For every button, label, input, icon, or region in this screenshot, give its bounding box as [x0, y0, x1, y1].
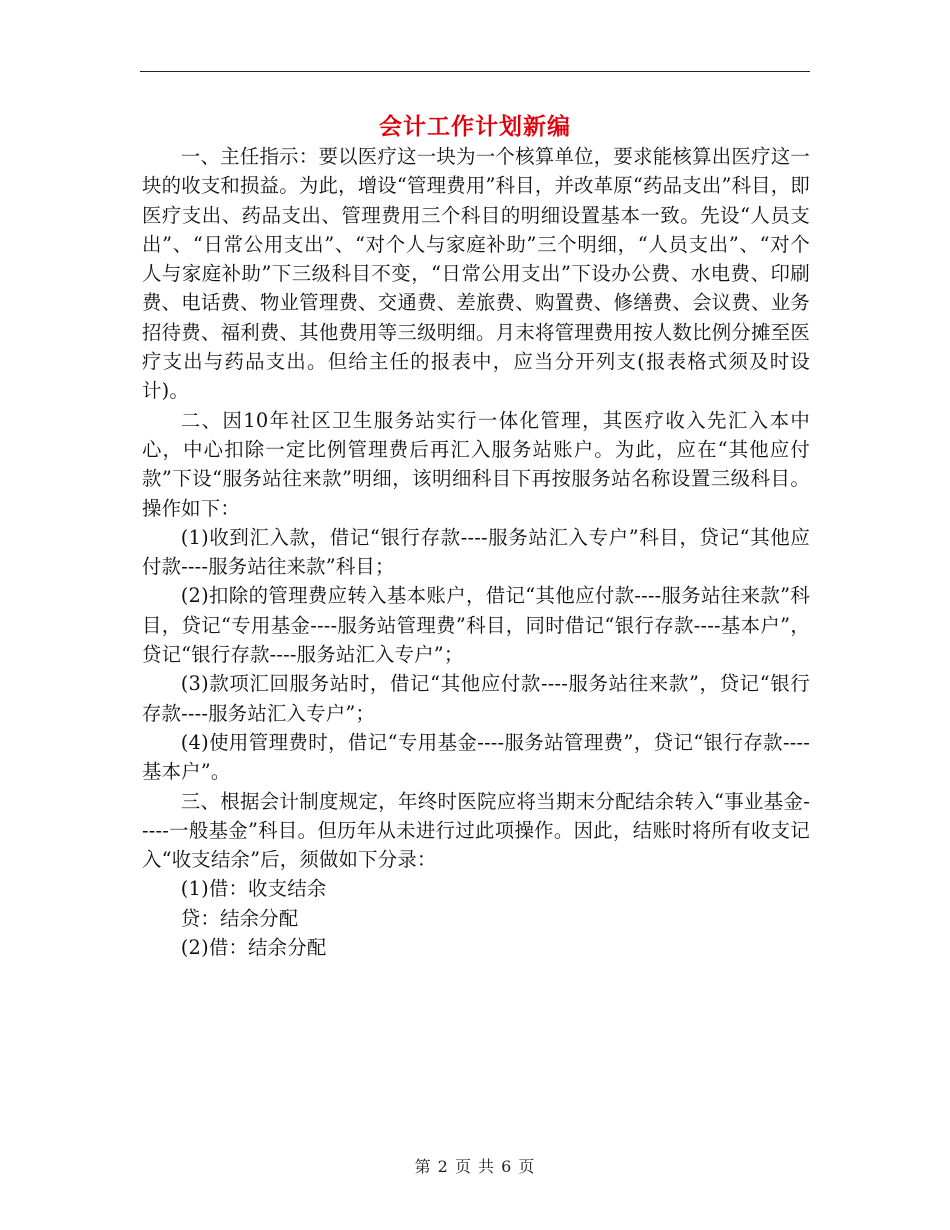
paragraph-1: 一、主任指示：要以医疗这一块为一个核算单位，要求能核算出医疗这一块的收支和损益。为此，增设“管理费用”科目，并改革原“药品支出”科目，即医疗支出、药品支出、管理费用三个科目的明细设置基本一致。先设“人员支出”、“日常公用支出”、“对个人与家庭补助”三个明细，“人员支出”、“对个人与家庭补助”下三级科目不变，“日常公用支出”下设办公费、水电费、印刷费、电话费、物业管理费、交通费、差旅费、购置费、修缮费、会议费、业务招待费、福利费、其他费用等三级明细。月末将管理费用按人数比例分摊至医疗支出与药品支出。但给主任的报表中，应当分开列支(报表格式须及时设计)。	[142, 145, 810, 403]
page-footer: 第 2 页 共 6 页	[414, 1157, 536, 1176]
paragraph-9: 贷：结余分配	[180, 906, 299, 930]
paragraph-6: (4)使用管理费时，借记“专用基金----服务站管理费”，贷记“银行存款----基本户”。	[142, 730, 810, 784]
paragraph-3: (1)收到汇入款，借记“银行存款----服务站汇入专户”科目，贷记“其他应付款----服务站往来款”科目；	[142, 525, 810, 579]
document-title: 会计工作计划新编	[379, 113, 571, 140]
paragraph-5: (3)款项汇回服务站时，借记“其他应付款----服务站往来款”，贷记“银行存款----服务站汇入专户”；	[142, 672, 810, 725]
header-rule	[140, 71, 810, 72]
paragraph-8: (1)借：收支结余	[180, 877, 327, 901]
document-body	[142, 142, 810, 962]
paragraph-4: (2)扣除的管理费应转入基本账户，借记“其他应付款----服务站往来款”科目，贷记“专用基金----服务站管理费”科目，同时借记“银行存款----基本户”，贷记“银行存款----服务站汇入专户”；	[142, 584, 810, 667]
paragraph-7: 三、根据会计制度规定，年终时医院应将当期末分配结余转入“事业基金-----一般基金”科目。但历年从未进行过此项操作。因此，结账时将所有收支记入“收支结余”后，须做如下分录：	[142, 789, 810, 872]
paragraph-2: 二、因10年社区卫生服务站实行一体化管理，其医疗收入先汇入本中心，中心扣除一定比例管理费后再汇入服务站账户。为此，应在“其他应付款”下设“服务站往来款”明细，该明细科目下再按服务站名称设置三级科目。操作如下：	[142, 408, 810, 520]
paragraph-10: (2)借：结余分配	[180, 936, 327, 960]
